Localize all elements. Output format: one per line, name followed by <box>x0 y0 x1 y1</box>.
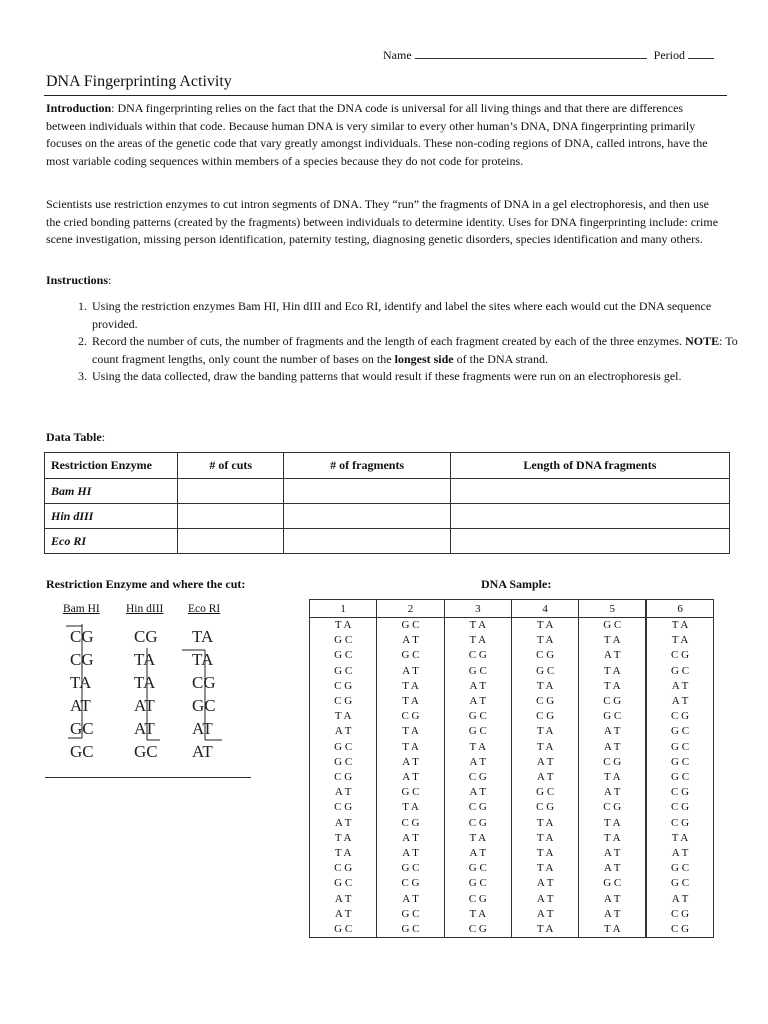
base-pair-cell: T A <box>579 664 646 679</box>
dna-row <box>310 831 714 846</box>
enzyme-name: Hin dIII <box>45 504 178 529</box>
base-pair-cell: A T <box>377 770 444 785</box>
base-pair-cell: T A <box>511 816 578 831</box>
base-pair-cell: C G <box>579 694 646 709</box>
bam-pair: GC <box>70 742 94 761</box>
period-label: Period <box>653 48 685 62</box>
base-pair-cell: T A <box>511 861 578 876</box>
hin-pair: TA <box>134 650 156 669</box>
name-blank[interactable] <box>415 58 647 59</box>
base-pair-cell: G C <box>646 755 713 770</box>
eco-ri-header: Eco RI <box>188 603 221 615</box>
base-pair-cell: A T <box>444 846 511 861</box>
fragments-cell[interactable] <box>284 504 450 529</box>
dna-row <box>310 648 714 663</box>
dna-row <box>310 892 714 907</box>
base-pair-cell: A T <box>511 892 578 907</box>
page-title: DNA Fingerprinting Activity <box>46 73 232 90</box>
base-pair-cell: T A <box>310 618 377 634</box>
dna-row <box>310 770 714 785</box>
base-pair-cell: G C <box>579 618 646 634</box>
dna-row <box>310 755 714 770</box>
base-pair-cell: A T <box>377 664 444 679</box>
base-pair-cell: G C <box>646 740 713 755</box>
base-pair-cell: C G <box>377 709 444 724</box>
base-pair-cell: G C <box>444 664 511 679</box>
dna-row <box>310 816 714 831</box>
base-pair-cell: C G <box>646 907 713 922</box>
name-period-line <box>383 48 714 63</box>
instruction-item <box>90 298 752 333</box>
fragments-cell[interactable] <box>284 479 450 504</box>
longest-side-emphasis: longest side <box>394 351 454 366</box>
header-fragment-lengths: Length of DNA fragments <box>450 453 729 479</box>
enzyme-sites-diagram <box>50 620 240 770</box>
base-pair-cell: A T <box>310 785 377 800</box>
base-pair-cell: C G <box>444 816 511 831</box>
base-pair-cell: T A <box>511 922 578 938</box>
base-pair-cell: A T <box>646 679 713 694</box>
base-pair-cell: T A <box>377 694 444 709</box>
dna-row <box>310 861 714 876</box>
base-pair-cell: A T <box>579 648 646 663</box>
base-pair-cell: T A <box>444 633 511 648</box>
dna-row <box>310 633 714 648</box>
base-pair-cell: C G <box>511 709 578 724</box>
base-pair-cell: G C <box>646 876 713 891</box>
hin-pair: AT <box>134 719 155 738</box>
dna-header-row <box>310 600 714 618</box>
base-pair-cell: A T <box>579 907 646 922</box>
base-pair-cell: A T <box>444 679 511 694</box>
cuts-cell[interactable] <box>178 529 284 554</box>
dna-sample-body <box>310 618 714 938</box>
instruction-item <box>90 333 752 368</box>
header-restriction-enzyme: Restriction Enzyme <box>45 453 178 479</box>
base-pair-cell: G C <box>310 648 377 663</box>
eco-pair: GC <box>192 696 216 715</box>
dna-sample-label: DNA Sample: <box>481 577 552 591</box>
base-pair-cell: T A <box>579 633 646 648</box>
base-pair-cell: A T <box>646 846 713 861</box>
base-pair-cell: G C <box>310 633 377 648</box>
hin-pair: TA <box>134 673 156 692</box>
fragments-cell[interactable] <box>284 529 450 554</box>
base-pair-cell: A T <box>579 785 646 800</box>
header-num-cuts: # of cuts <box>178 453 284 479</box>
base-pair-cell: G C <box>377 618 444 634</box>
base-pair-cell: A T <box>579 892 646 907</box>
base-pair-cell: C G <box>444 892 511 907</box>
dna-row <box>310 846 714 861</box>
base-pair-cell: A T <box>511 907 578 922</box>
eco-pair: TA <box>192 627 214 646</box>
dna-row <box>310 740 714 755</box>
base-pair-cell: G C <box>646 861 713 876</box>
base-pair-cell: C G <box>444 922 511 938</box>
base-pair-cell: C G <box>444 800 511 815</box>
base-pair-cell: G C <box>511 664 578 679</box>
cuts-cell[interactable] <box>178 504 284 529</box>
base-pair-cell: A T <box>310 892 377 907</box>
base-pair-cell: G C <box>310 876 377 891</box>
base-pair-cell: T A <box>579 816 646 831</box>
enzyme-section-divider <box>45 777 251 778</box>
base-pair-cell: A T <box>377 755 444 770</box>
hin-pair: AT <box>134 696 155 715</box>
dna-row <box>310 907 714 922</box>
base-pair-cell: C G <box>377 816 444 831</box>
base-pair-cell: C G <box>310 679 377 694</box>
base-pair-cell: G C <box>579 709 646 724</box>
instruction-2-text: Record the number of cuts, the number of fragments and the length of each fragment created by each of the three enzymes. <box>92 334 686 348</box>
base-pair-cell: C G <box>310 694 377 709</box>
base-pair-cell: T A <box>646 633 713 648</box>
table-row <box>45 479 730 504</box>
base-pair-cell: G C <box>310 740 377 755</box>
data-table <box>44 452 730 554</box>
base-pair-cell: C G <box>646 648 713 663</box>
base-pair-cell: G C <box>646 664 713 679</box>
lengths-cell[interactable] <box>450 529 729 554</box>
base-pair-cell: A T <box>377 846 444 861</box>
bam-pair: AT <box>70 696 91 715</box>
data-table-heading: Data Table: <box>46 430 106 444</box>
restriction-enzyme-label: Restriction Enzyme and where the cut: <box>46 577 246 591</box>
base-pair-cell: A T <box>579 724 646 739</box>
base-pair-cell: G C <box>511 785 578 800</box>
base-pair-cell: G C <box>377 648 444 663</box>
dna-row <box>310 679 714 694</box>
cuts-cell[interactable] <box>178 479 284 504</box>
base-pair-cell: A T <box>310 724 377 739</box>
dna-row <box>310 694 714 709</box>
instructions-list <box>64 298 752 386</box>
dna-row <box>310 785 714 800</box>
introduction-text: : DNA fingerprinting relies on the fact that the DNA code is universal for all living things and that there are differences between individuals within that code. Because human DNA is very similar to every other human’s DNA, DNA fingerprinting primarily focuses on the areas of the genetic code that vary greatly amongst individuals. These non-coding regions of DNA, called introns, have the most variable coding sequences within members of a species because they do not code for proteins. <box>46 101 708 168</box>
base-pair-cell: T A <box>511 846 578 861</box>
base-pair-cell: A T <box>579 740 646 755</box>
note-label: NOTE <box>685 334 720 348</box>
eco-pair: CG <box>192 673 216 692</box>
base-pair-cell: G C <box>377 907 444 922</box>
base-pair-cell: T A <box>377 740 444 755</box>
instruction-3-text: Using the data collected, draw the banding patterns that would result if these fragments were run on an electrophoresis gel. <box>92 369 682 383</box>
enzyme-name: Bam HI <box>45 479 178 504</box>
dna-column-header: 6 <box>646 600 713 618</box>
base-pair-cell: A T <box>444 785 511 800</box>
dna-row <box>310 876 714 891</box>
base-pair-cell: G C <box>579 876 646 891</box>
base-pair-cell: T A <box>511 740 578 755</box>
base-pair-cell: A T <box>377 831 444 846</box>
base-pair-cell: T A <box>579 679 646 694</box>
base-pair-cell: C G <box>646 709 713 724</box>
data-table-header-row <box>45 453 730 479</box>
base-pair-cell: G C <box>444 709 511 724</box>
base-pair-cell: T A <box>444 618 511 634</box>
dna-column-header: 3 <box>444 600 511 618</box>
lengths-cell[interactable] <box>450 479 729 504</box>
base-pair-cell: G C <box>377 922 444 938</box>
base-pair-cell: C G <box>310 800 377 815</box>
dna-row <box>310 709 714 724</box>
base-pair-cell: T A <box>310 846 377 861</box>
base-pair-cell: G C <box>646 724 713 739</box>
base-pair-cell: T A <box>646 618 713 634</box>
instruction-item <box>90 368 752 386</box>
dna-row <box>310 800 714 815</box>
introduction-paragraph <box>46 100 726 170</box>
base-pair-cell: C G <box>511 800 578 815</box>
base-pair-cell: C G <box>579 755 646 770</box>
base-pair-cell: A T <box>310 907 377 922</box>
base-pair-cell: C G <box>646 816 713 831</box>
base-pair-cell: C G <box>377 876 444 891</box>
base-pair-cell: T A <box>377 724 444 739</box>
dna-row <box>310 724 714 739</box>
base-pair-cell: T A <box>511 618 578 634</box>
base-pair-cell: C G <box>444 648 511 663</box>
instructions-heading: Instructions: <box>46 273 112 287</box>
base-pair-cell: T A <box>579 770 646 785</box>
lengths-cell[interactable] <box>450 504 729 529</box>
base-pair-cell: A T <box>646 892 713 907</box>
base-pair-cell: T A <box>579 922 646 938</box>
base-pair-cell: C G <box>646 800 713 815</box>
header-num-fragments: # of fragments <box>284 453 450 479</box>
dna-row <box>310 922 714 938</box>
base-pair-cell: T A <box>579 831 646 846</box>
instruction-1-text: Using the restriction enzymes Bam HI, Hin dIII and Eco RI, identify and label the sites where each would cut the DNA sequence provided. <box>92 299 712 331</box>
table-row <box>45 529 730 554</box>
base-pair-cell: C G <box>511 694 578 709</box>
base-pair-cell: G C <box>444 724 511 739</box>
base-pair-cell: A T <box>444 755 511 770</box>
dna-row <box>310 664 714 679</box>
base-pair-cell: T A <box>444 740 511 755</box>
scientists-paragraph: Scientists use restriction enzymes to cut intron segments of DNA. They “run” the fragments of DNA in a gel electrophoresis, and then use the cried bonding patterns (created by the fragments) between individuals to determine identity. Uses for DNA fingerprinting include: crime scene investigation, missing person identification, paternity testing, diagnosing genetic disorders, species identification and many others. <box>46 197 719 246</box>
bam-hi-header: Bam HI <box>63 603 100 615</box>
data-table-label: Data Table <box>46 430 102 444</box>
base-pair-cell: G C <box>377 861 444 876</box>
base-pair-cell: G C <box>444 876 511 891</box>
instruction-2-text-b: : To count fragment lengths, only count the number of bases on the <box>92 334 738 366</box>
base-pair-cell: T A <box>310 709 377 724</box>
base-pair-cell: T A <box>511 679 578 694</box>
base-pair-cell: C G <box>310 861 377 876</box>
base-pair-cell: T A <box>511 633 578 648</box>
hin-pair: CG <box>134 627 158 646</box>
introduction-label: Introduction <box>46 101 112 115</box>
base-pair-cell: A T <box>310 816 377 831</box>
instruction-2-text-c: of the DNA strand. <box>453 351 548 366</box>
eco-pair: AT <box>192 742 213 761</box>
base-pair-cell: C G <box>646 785 713 800</box>
base-pair-cell: A T <box>511 770 578 785</box>
bam-pair: GC <box>70 719 94 738</box>
dna-column-header: 1 <box>310 600 377 618</box>
base-pair-cell: A T <box>579 846 646 861</box>
base-pair-cell: C G <box>511 648 578 663</box>
base-pair-cell: T A <box>511 724 578 739</box>
base-pair-cell: A T <box>511 876 578 891</box>
title-divider <box>44 95 727 96</box>
eco-pair: TA <box>192 650 214 669</box>
eco-pair: AT <box>192 719 213 738</box>
hin-diii-header: Hin dIII <box>126 603 164 615</box>
base-pair-cell: A T <box>579 861 646 876</box>
dna-sample-table <box>309 599 714 938</box>
dna-column-header: 4 <box>511 600 578 618</box>
hin-pair: GC <box>134 742 158 761</box>
base-pair-cell: C G <box>444 770 511 785</box>
base-pair-cell: C G <box>646 922 713 938</box>
base-pair-cell: A T <box>511 755 578 770</box>
base-pair-cell: T A <box>377 800 444 815</box>
instructions-label: Instructions <box>46 273 109 287</box>
base-pair-cell: G C <box>646 770 713 785</box>
bam-pair: TA <box>70 673 92 692</box>
base-pair-cell: G C <box>310 755 377 770</box>
base-pair-cell: G C <box>377 785 444 800</box>
enzyme-name: Eco RI <box>45 529 178 554</box>
base-pair-cell: C G <box>310 770 377 785</box>
dna-row <box>310 618 714 634</box>
base-pair-cell: A T <box>646 694 713 709</box>
period-blank[interactable] <box>688 58 714 59</box>
dna-column-header: 5 <box>579 600 646 618</box>
dna-column-header: 2 <box>377 600 444 618</box>
bam-pair: CG <box>70 627 94 646</box>
bam-pair: CG <box>70 650 94 669</box>
base-pair-cell: A T <box>377 892 444 907</box>
base-pair-cell: T A <box>444 831 511 846</box>
base-pair-cell: A T <box>444 694 511 709</box>
table-row <box>45 504 730 529</box>
base-pair-cell: T A <box>511 831 578 846</box>
base-pair-cell: G C <box>310 664 377 679</box>
base-pair-cell: C G <box>579 800 646 815</box>
base-pair-cell: T A <box>444 907 511 922</box>
base-pair-cell: T A <box>377 679 444 694</box>
base-pair-cell: T A <box>646 831 713 846</box>
base-pair-cell: T A <box>310 831 377 846</box>
base-pair-cell: G C <box>310 922 377 938</box>
base-pair-cell: G C <box>444 861 511 876</box>
bam-cut-top <box>66 624 82 626</box>
base-pair-cell: A T <box>377 633 444 648</box>
name-label: Name <box>383 48 412 62</box>
